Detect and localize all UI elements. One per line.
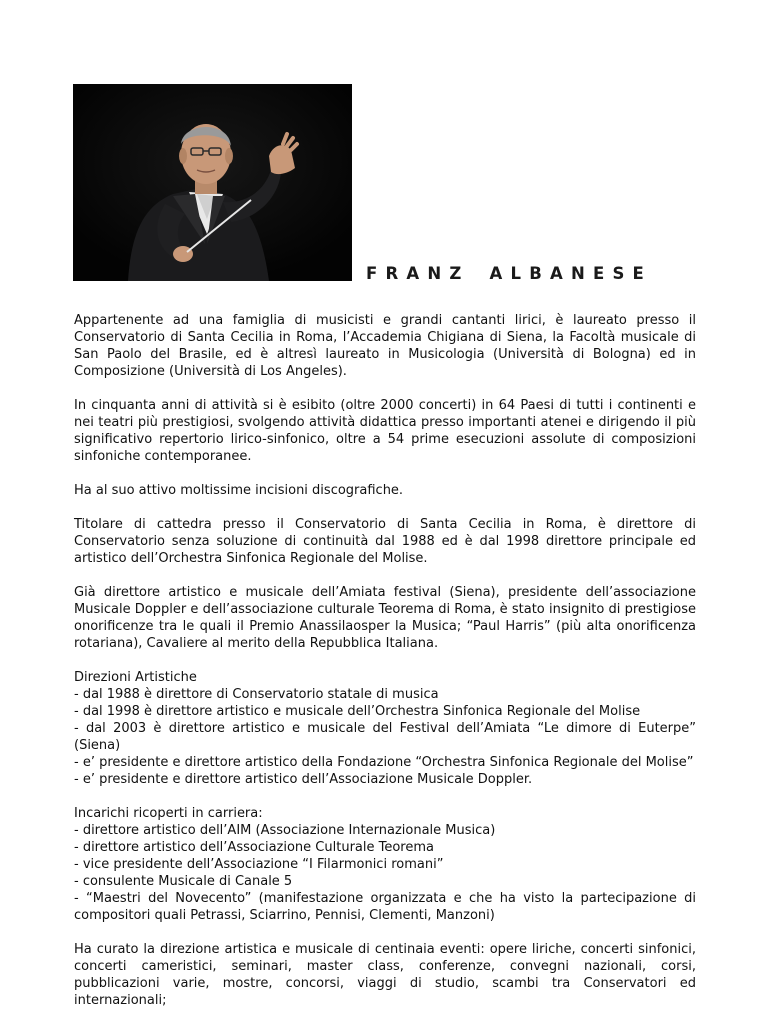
direzioni-item: - dal 1988 è direttore di Conservatorio statale di musica [74, 687, 439, 702]
direzioni-heading: Direzioni Artistiche [74, 670, 197, 685]
conductor-portrait-icon [73, 84, 352, 281]
direzioni-item: - dal 2003 è direttore artistico e musicale del Festival dell’Amiata “Le dimore di Euterpe” (Siena) [74, 721, 696, 753]
first-name: FRANZ [366, 264, 470, 283]
conductor-photo [73, 84, 352, 281]
incarichi-item: - direttore artistico dell’Associazione Culturale Teorema [74, 840, 434, 855]
bio-paragraph-career: In cinquanta anni di attività si è esibito (oltre 2000 concerti) in 64 Paesi di tutti i continenti e nei teatri più prestigiosi, svolgendo attività didattica presso importanti atenei e dirigendo il più significativo repertorio lirico-sinfonico, oltre a 54 prime esecuzioni assolute di composizioni sinfoniche contemporanee. [74, 398, 696, 464]
bio-paragraph-teaching: Titolare di cattedra presso il Conservatorio di Santa Cecilia in Roma, è direttore di Conservatorio senza soluzione di continuità dal 1988 ed è dal 1998 direttore principale ed artistico dell’Orchestra Sinfonica Regionale del Molise. [74, 517, 696, 566]
bio-paragraph-honors: Già direttore artistico e musicale dell’Amiata festival (Siena), presidente dell’associazione Musicale Doppler e dell’associazione culturale Teorema di Roma, è stato insignito di prestigiose onorificenze tra le quali il Premio Anassilaosper la Musica; “Paul Harris” (più alta onorificenza rotariana), Cavaliere al merito della Repubblica Italiana. [74, 585, 696, 651]
incarichi-section [74, 805, 696, 924]
biography [74, 312, 696, 1026]
page-title [366, 264, 672, 283]
incarichi-item: - direttore artistico dell’AIM (Associazione Internazionale Musica) [74, 823, 496, 838]
bio-paragraph-education: Appartenente ad una famiglia di musicisti e grandi cantanti lirici, è laureato presso il Conservatorio di Santa Cecilia in Roma, l’Accademia Chigiana di Siena, la Facoltà musicale di San Paolo del Brasile, ed è altresì laureato in Musicologia (Università di Bologna) ed in Composizione (Università di Los Angeles). [74, 313, 696, 379]
bio-paragraph-recordings: Ha al suo attivo moltissime incisioni discografiche. [74, 483, 404, 498]
direzioni-section [74, 669, 696, 788]
incarichi-item: - vice presidente dell’Associazione “I Filarmonici romani” [74, 857, 444, 872]
incarichi-heading: Incarichi ricoperti in carriera: [74, 806, 263, 821]
direzioni-item: - dal 1998 è direttore artistico e musicale dell’Orchestra Sinfonica Regionale del Molise [74, 704, 641, 719]
direzioni-item: - e’ presidente e direttore artistico dell’Associazione Musicale Doppler. [74, 772, 533, 787]
incarichi-item: - consulente Musicale di Canale 5 [74, 874, 293, 889]
incarichi-item: - “Maestri del Novecento” (manifestazione organizzata e che ha visto la partecipazione di compositori quali Petrassi, Sciarrino, Pennisi, Clementi, Manzoni) [74, 891, 696, 923]
direzioni-item: - e’ presidente e direttore artistico della Fondazione “Orchestra Sinfonica Regionale del Molise” [74, 755, 694, 770]
last-name: ALBANESE [489, 264, 652, 283]
closing-paragraph: Ha curato la direzione artistica e musicale di centinaia eventi: opere liriche, concerti sinfonici, concerti cameristici, seminari, master class, conferenze, convegni nazionali, corsi, pubblicazioni varie, mostre, concorsi, viaggi di studio, scambi tra Conservatori ed internazionali; [74, 942, 696, 1008]
